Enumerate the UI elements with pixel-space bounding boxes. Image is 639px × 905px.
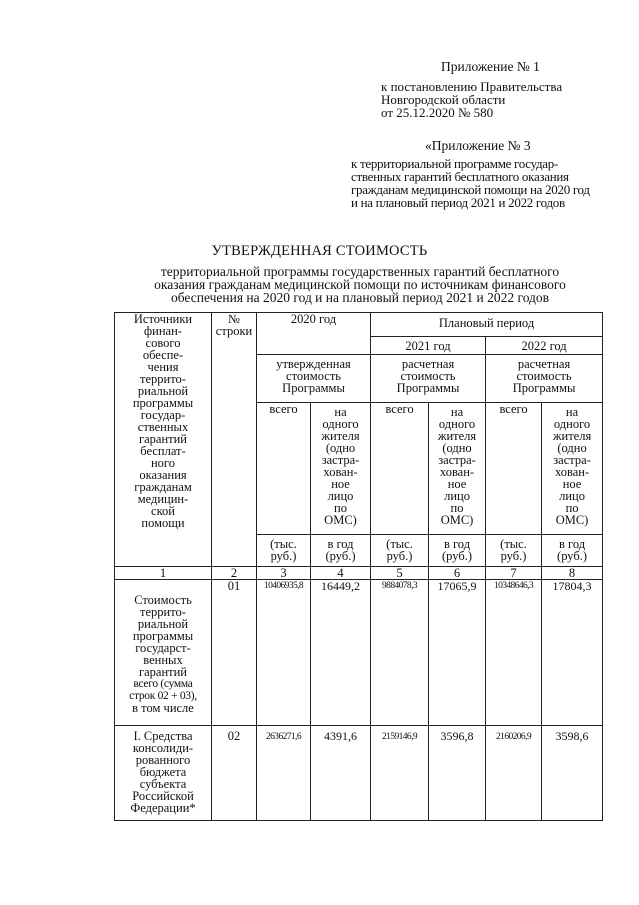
unit-line: руб.) <box>270 549 297 563</box>
document-title: УТВЕРЖДЕННАЯ СТОИМОСТЬ <box>211 243 428 259</box>
per-resident-line: одного <box>322 417 359 431</box>
unit-line: (руб.) <box>557 549 588 563</box>
per-resident-line: одного <box>438 417 476 431</box>
per-resident-line: на <box>334 405 347 419</box>
per-resident-line: ОМС) <box>555 513 589 527</box>
unit-line: (руб.) <box>325 549 356 563</box>
per-resident-line: (одно <box>442 441 472 455</box>
decree-line: к постановлению Правительства <box>381 79 563 94</box>
source-header-line: гражданам <box>134 480 192 494</box>
source-header-line: ственных <box>137 420 189 434</box>
row-label <box>115 726 212 821</box>
source-header-line: оказания <box>139 468 187 482</box>
source-header-line: сового <box>145 336 181 350</box>
row-label-line: бюджета <box>139 765 187 779</box>
row-number: 01 <box>212 580 257 726</box>
per-resident-line: ное <box>447 477 467 491</box>
approved-cost-line: Программы <box>282 381 345 395</box>
approved-cost-line: утвержденная <box>276 357 351 371</box>
source-header-line: обеспе- <box>142 348 184 362</box>
source-header-line: гарантий <box>138 432 187 446</box>
year-2021-header: 2021 год <box>371 337 486 355</box>
value-cell: 9884078,3 <box>371 580 429 726</box>
row-label-line: рованного <box>135 753 191 767</box>
column-number: 4 <box>311 567 371 580</box>
source-header-line: ного <box>150 456 175 470</box>
source-header-line: помощи <box>141 516 185 530</box>
source-header-line: чения <box>147 360 179 374</box>
source-header-line: медицин- <box>137 492 189 506</box>
decree-reference <box>381 80 562 119</box>
cost-table <box>114 312 603 821</box>
row-label-line: в том числе <box>132 701 194 715</box>
total-header: всего <box>486 403 542 535</box>
per-resident-line: ОМС) <box>324 513 357 527</box>
per-resident-line: одного <box>553 417 591 431</box>
decree-line: от 25.12.2020 № 580 <box>381 105 494 120</box>
per-resident-line: застра- <box>321 453 360 467</box>
planned-period-header: Плановый период <box>371 313 603 337</box>
per-resident-line: по <box>334 501 347 515</box>
unit-line: в год <box>443 537 471 551</box>
unit-line: в год <box>327 537 354 551</box>
unit-thousand-header <box>257 535 311 567</box>
unit-per-year-header <box>542 535 603 567</box>
row-number: 02 <box>212 726 257 821</box>
per-resident-line: лицо <box>444 489 470 503</box>
unit-line: руб.) <box>386 549 413 563</box>
per-resident-line: застра- <box>438 453 476 467</box>
source-header-line: Источники <box>133 312 193 326</box>
subtitle-line: оказания гражданам медицинской помощи по источникам финансового <box>154 277 566 292</box>
per-resident-line: (одно <box>325 441 356 455</box>
per-resident-line: жителя <box>552 429 592 443</box>
row-label-line: I. Средства <box>133 729 193 743</box>
per-resident-line: жителя <box>437 429 477 443</box>
value-cell: 2636271,6 <box>257 726 311 821</box>
value-cell: 17804,3 <box>542 580 603 726</box>
program-line: гражданам медицинской помощи на 2020 год <box>351 182 590 197</box>
row-label-line: Стоимость <box>134 593 192 607</box>
subtitle-line: территориальной программы государственных гарантий бесплатного <box>160 264 560 279</box>
per-resident-header <box>311 403 371 535</box>
year-2022-header: 2022 год <box>486 337 603 355</box>
source-header <box>115 313 212 567</box>
unit-line: (тыс. <box>500 537 527 551</box>
approved-cost-line: стоимость <box>286 369 341 383</box>
row-label-line: консолиди- <box>132 741 194 755</box>
row-label-line: гарантий <box>138 665 187 679</box>
unit-thousand-header <box>371 535 429 567</box>
estimated-cost-line: стоимость <box>516 369 572 383</box>
per-resident-line: (одно <box>557 441 587 455</box>
per-resident-line: по <box>450 501 464 515</box>
column-number: 5 <box>371 567 429 580</box>
estimated-cost-2021-header <box>371 355 486 403</box>
source-header-line: ской <box>151 504 175 518</box>
per-resident-line: ное <box>562 477 582 491</box>
source-header-line: государ- <box>140 408 186 422</box>
appendix3-heading: «Приложение № 3 <box>425 138 531 153</box>
estimated-cost-line: Программы <box>396 381 460 395</box>
source-header-line: финан- <box>144 324 182 338</box>
column-number: 7 <box>486 567 542 580</box>
column-number: 2 <box>212 567 257 580</box>
column-number: 6 <box>429 567 486 580</box>
unit-line: руб.) <box>500 549 527 563</box>
per-resident-line: ОМС) <box>440 513 474 527</box>
value-cell: 10406935,8 <box>257 580 311 726</box>
approved-cost-header <box>257 355 371 403</box>
row-label-line: террито- <box>140 605 186 619</box>
row-label-line: Федерации* <box>130 801 196 815</box>
table-row <box>115 580 603 726</box>
estimated-cost-line: Программы <box>512 381 576 395</box>
unit-per-year-header <box>429 535 486 567</box>
per-resident-header <box>542 403 603 535</box>
value-cell: 3598,6 <box>542 726 603 821</box>
source-header-line: бесплат- <box>140 444 186 458</box>
subtitle-line: обеспечения на 2020 год и на плановый период 2021 и 2022 годов <box>170 290 550 305</box>
per-resident-line: хован- <box>439 465 475 479</box>
row-label-line: риальной <box>137 617 189 631</box>
source-header-line: террито- <box>140 372 186 386</box>
decree-line: Новгородской области <box>381 92 506 107</box>
row-label-line: программы <box>132 629 194 643</box>
row-label-line: строк 02 + 03), <box>129 690 197 702</box>
total-header: всего <box>371 403 429 535</box>
value-cell: 2159146,9 <box>371 726 429 821</box>
per-resident-line: застра- <box>553 453 591 467</box>
column-number: 1 <box>115 567 212 580</box>
total-header: всего <box>257 403 311 535</box>
column-number: 8 <box>542 567 603 580</box>
year-2020-header: 2020 год <box>257 313 371 355</box>
value-cell: 10348646,3 <box>486 580 542 726</box>
program-line: ственных гарантий бесплатного оказания <box>351 169 569 184</box>
column-number-row <box>115 567 603 580</box>
unit-line: в год <box>558 537 586 551</box>
estimated-cost-2022-header <box>486 355 603 403</box>
per-resident-line: по <box>565 501 579 515</box>
estimated-cost-line: расчетная <box>517 357 571 371</box>
per-resident-line: лицо <box>559 489 585 503</box>
row-label-line: субъекта <box>139 777 187 791</box>
value-cell: 16449,2 <box>311 580 371 726</box>
per-resident-line: жителя <box>321 429 360 443</box>
source-header-line: программы <box>132 396 194 410</box>
row-label-line: всего (сумма <box>133 678 193 690</box>
value-cell: 4391,6 <box>311 726 371 821</box>
per-resident-line: хован- <box>323 465 358 479</box>
table-row <box>115 726 603 821</box>
program-line: к территориальной программе государ- <box>351 156 558 171</box>
appendix-heading: Приложение № 1 <box>441 59 540 74</box>
per-resident-line: на <box>565 405 579 419</box>
per-resident-line: хован- <box>554 465 590 479</box>
program-reference <box>351 157 590 209</box>
unit-thousand-header <box>486 535 542 567</box>
value-cell: 3596,8 <box>429 726 486 821</box>
row-number-header-line: строки <box>215 324 253 338</box>
per-resident-line: лицо <box>327 489 354 503</box>
row-number-header-line: № <box>228 312 240 326</box>
row-label-line: Российской <box>132 789 194 803</box>
unit-line: (тыс. <box>270 537 297 551</box>
estimated-cost-line: стоимость <box>400 369 456 383</box>
unit-line: (руб.) <box>442 549 472 563</box>
row-number-header <box>212 313 257 567</box>
document-subtitle <box>120 265 600 304</box>
unit-line: (тыс. <box>386 537 413 551</box>
per-resident-line: на <box>450 405 464 419</box>
value-cell: 2160206,9 <box>486 726 542 821</box>
row-label-line: венных <box>143 653 183 667</box>
row-label-line: государст- <box>135 641 191 655</box>
unit-per-year-header <box>311 535 371 567</box>
value-cell: 17065,9 <box>429 580 486 726</box>
estimated-cost-line: расчетная <box>401 357 455 371</box>
per-resident-header <box>429 403 486 535</box>
column-number: 3 <box>257 567 311 580</box>
row-label <box>115 580 212 726</box>
program-line: и на плановый период 2021 и 2022 годов <box>351 195 565 210</box>
per-resident-line: ное <box>331 477 350 491</box>
source-header-line: риальной <box>137 384 189 398</box>
